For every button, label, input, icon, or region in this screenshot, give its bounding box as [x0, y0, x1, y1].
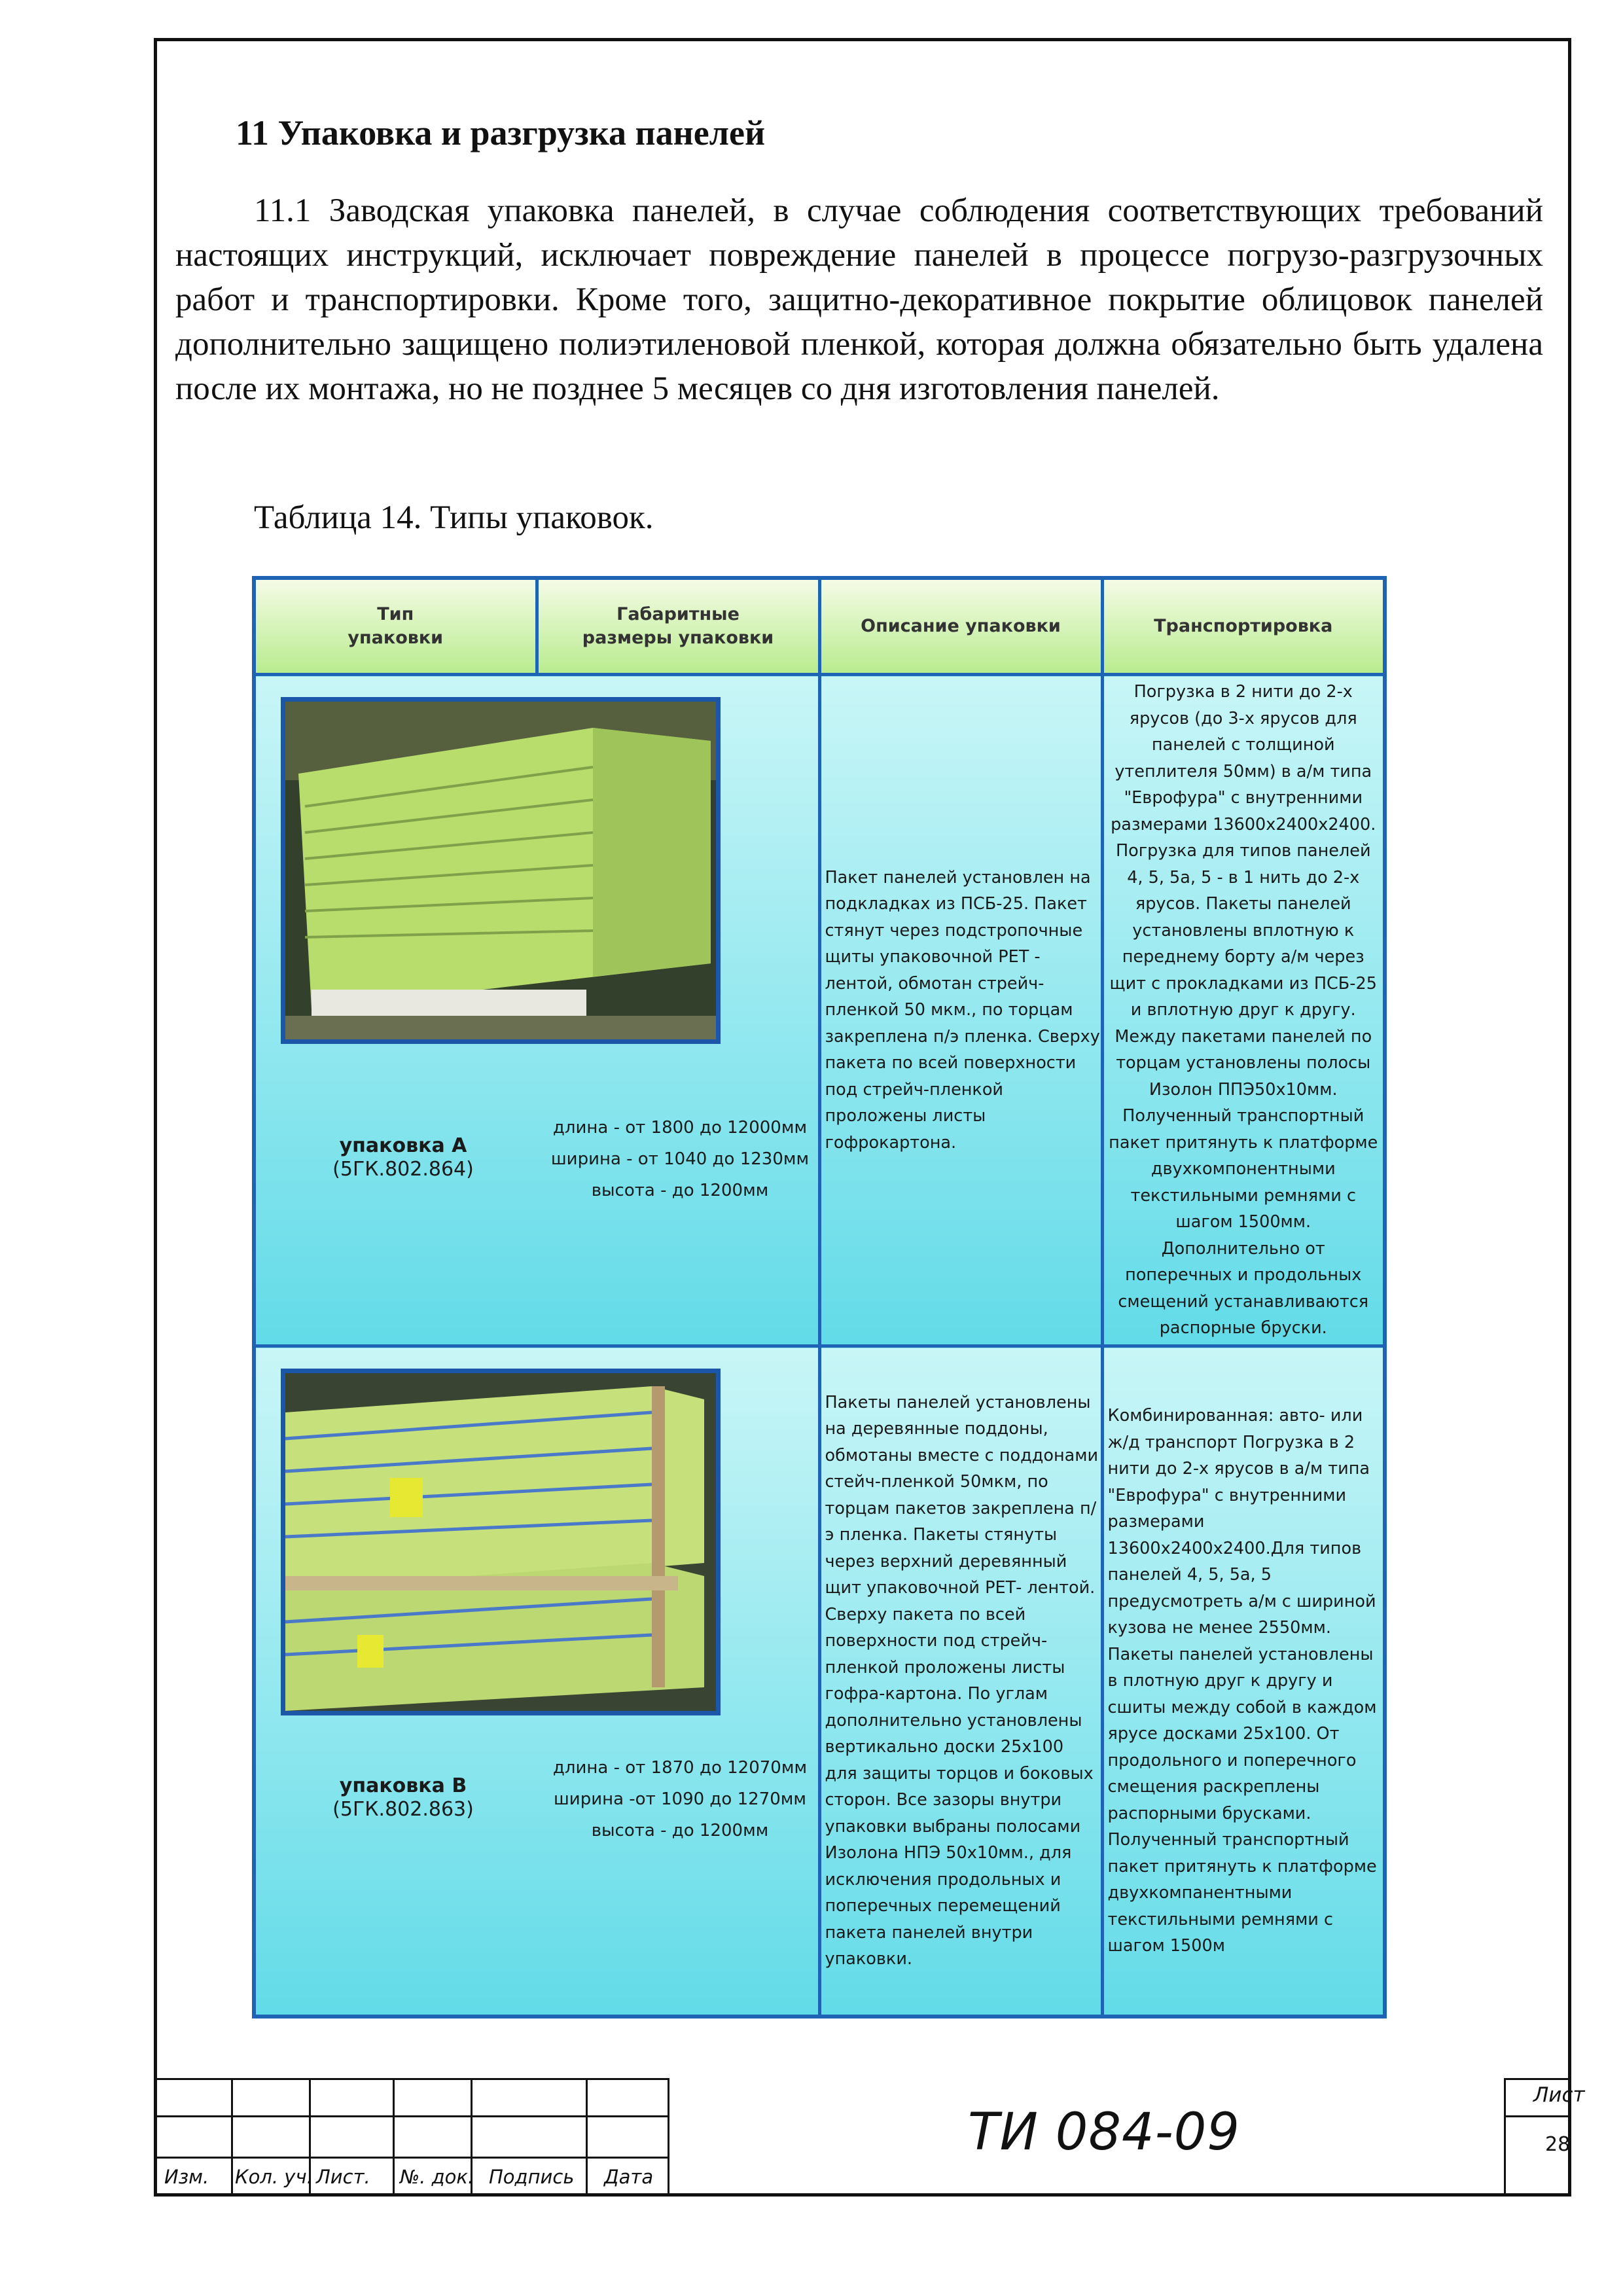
row-a-image-cell	[254, 675, 819, 1346]
sheet-number: 28	[1545, 2133, 1571, 2156]
stamp-label-izm: Изм.	[164, 2166, 209, 2188]
section-heading: 11 Упаковка и разгрузка панелей	[236, 113, 766, 152]
package-b-illustration	[285, 1373, 716, 1711]
title-block	[154, 2078, 1585, 2197]
row-a-length: длина - от 1800 до 12000мм	[552, 1118, 808, 1138]
package-a-illustration	[285, 702, 716, 1039]
header-type: Тип упаковки	[254, 578, 537, 675]
document-number: ТИ 084-09	[968, 2103, 1241, 2162]
row-a-label	[256, 1134, 550, 1181]
row-a-name: упаковка А	[339, 1134, 467, 1157]
table-caption: Таблица 14. Типы упаковок.	[254, 499, 654, 536]
paragraph-text: 11.1 Заводская упаковка панелей, в случае соблюдения соответствующих требований настоящих инструкций, исключает повреждение панелей в процессе погрузо-разгрузочных работ и транспортировки. Кроме того, защитно-декоративное покрытие облицовок панелей дополнительно защищено полиэтиленовой пленкой, которая должна обязательно быть удалена после их монтажа, но не позднее 5 месяцев со дня изготовления панелей.	[175, 192, 1543, 407]
stamp-label-sign: Подпись	[489, 2166, 575, 2188]
table-header-row	[254, 578, 1385, 675]
row-b-dimensions	[539, 1752, 821, 1846]
row-b-description: Пакеты панелей установлены на деревянные поддоны, обмотаны вместе с поддонами стейч-пленкой 50мкм, по торцам пакетов закреплена п/э пленка. Пакеты стянуты через верхний деревянный щит упаковочной РЕТ- лентой. Сверху пакета по всей поверхности под стрейч-пленкой проложены листы гофра-картона. По углам дополнительно установлены вертикально доски 25х100 для защиты торцов и боковых сторон. Все зазоры внутри упаковки выбраны полосами Изолона НПЭ 50х10мм., для исключения продольных и поперечных перемещений пакета панелей внутри упаковки.	[819, 1346, 1102, 2017]
intro-paragraph	[175, 188, 1543, 411]
sheet-label: Лист	[1533, 2083, 1585, 2107]
stamp-label-list: Лист.	[316, 2166, 370, 2188]
row-b-code: (5ГК.802.863)	[332, 1798, 474, 1821]
packaging-table	[252, 576, 1387, 2018]
row-b-transport: Комбинированная: авто- или ж/д транспорт Погрузка в 2 нити до 2-х ярусов в а/м типа "Еврофура" с внутренними размерами 13600х2400х2400.Для типов панелей 4, 5, 5а, 5 предусмотреть а/м с шириной кузова не менее 2550мм. Пакеты панелей установлены в плотную друг к другу и сшиты между собой в каждом ярусе досками 25х100. От продольного и поперечного смещения раскреплены распорными брусками. Полученный транспортный пакет притянуть к платформе двухкомпанентными текстильными ремнями с шагом 1500м	[1102, 1346, 1385, 2017]
row-a-width: ширина - от 1040 до 1230мм	[550, 1149, 810, 1169]
row-b-width: ширина -от 1090 до 1270мм	[554, 1789, 806, 1809]
row-b-name: упаковка В	[339, 1774, 467, 1797]
row-a-transport: Погрузка в 2 нити до 2-х ярусов (до 3-х ярусов для панелей с толщиной утеплителя 50мм) в а/м типа "Еврофура" с внутренними размерами 13600х2400х2400. Погрузка для типов панелей 4, 5, 5а, 5 - в 1 нить до 2-х ярусов. Пакеты панелей установлены вплотную к переднему борту а/м через щит с прокладками из ПСБ-25 и вплотную друг к другу. Между пакетами панелей по торцам установлены полосы Изолон ППЭ50х10мм. Полученный транспортный пакет притянуть к платформе двухкомпонентными текстильными ремнями с шагом 1500мм. Дополнительно от поперечных и продольных смещений устанавливаются распорные бруски.	[1102, 675, 1385, 1346]
row-a-height: высота - до 1200мм	[591, 1181, 769, 1200]
stamp-label-date: Дата	[604, 2166, 654, 2188]
header-desc: Описание упаковки	[819, 578, 1102, 675]
row-a-description: Пакет панелей установлен на подкладках из ПСБ-25. Пакет стянут через подстропочные щиты упаковочной РЕТ - лентой, обмотан стрейч-пленкой 50 мкм., по торцам закреплена п/э пленка. Сверху пакета по всей поверхности под стрейч-пленкой проложены листы гофрокартона.	[819, 675, 1102, 1346]
row-b-length: длина - от 1870 до 12070мм	[552, 1758, 808, 1778]
row-a-code: (5ГК.802.864)	[332, 1158, 474, 1181]
table-row	[254, 675, 1385, 1346]
row-b-label	[256, 1774, 550, 1821]
stamp-label-doc: №. док.	[400, 2166, 474, 2188]
stamp-label-kol: Кол. уч.	[235, 2166, 313, 2188]
header-dims: Габаритные размеры упаковки	[537, 578, 819, 675]
row-a-dimensions	[539, 1112, 821, 1206]
package-a-photo	[281, 697, 721, 1044]
package-b-photo	[281, 1369, 721, 1715]
row-b-height: высота - до 1200мм	[591, 1821, 769, 1840]
header-transport: Транспортировка	[1102, 578, 1385, 675]
table-row	[254, 1346, 1385, 2017]
row-b-image-cell	[254, 1346, 819, 2017]
